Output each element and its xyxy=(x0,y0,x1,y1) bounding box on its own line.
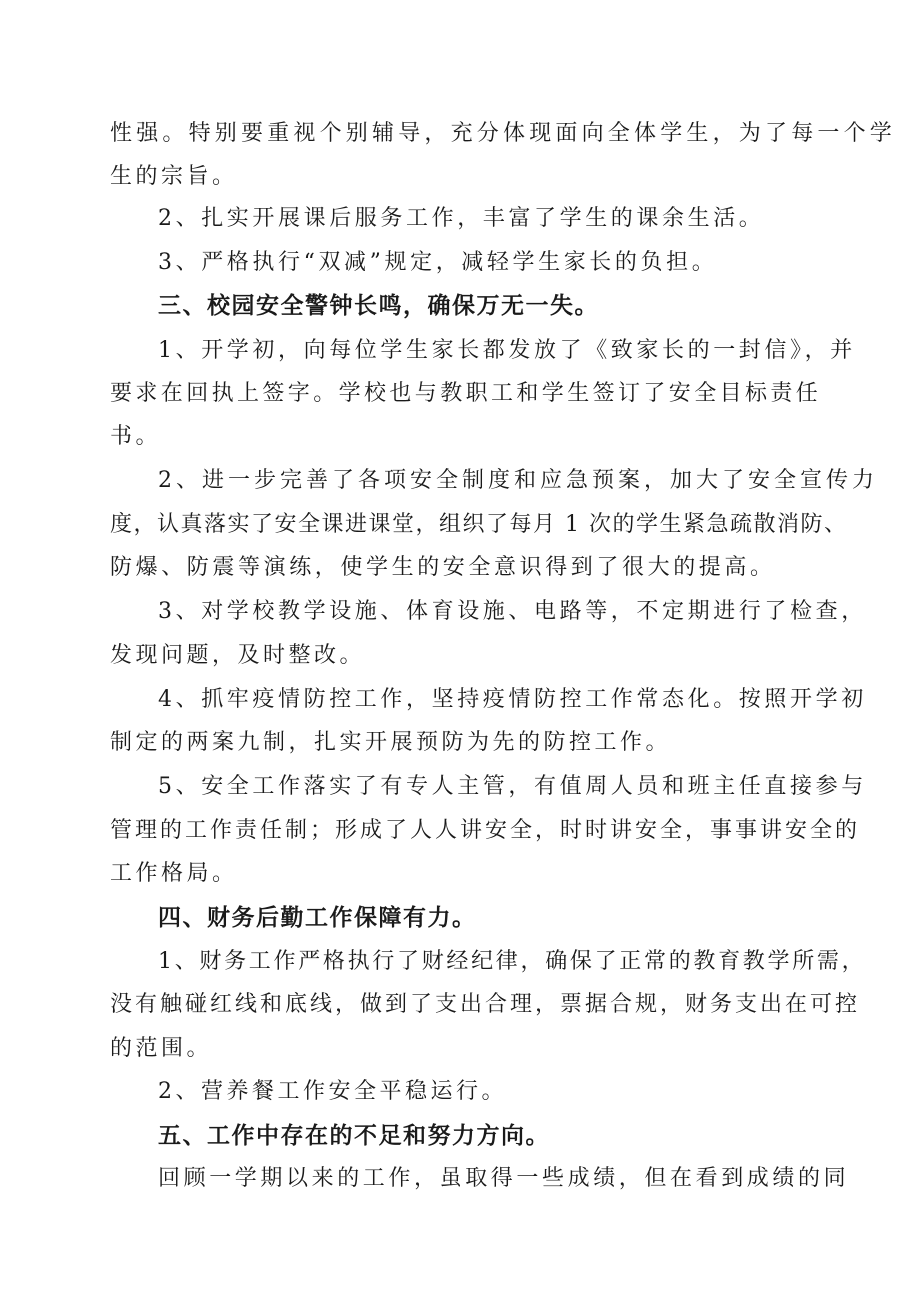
paragraph-line: 制定的两案九制，扎实开展预防为先的防控工作。 xyxy=(110,730,672,755)
paragraph-line: 书。 xyxy=(110,424,162,449)
paragraph-line: 生的宗旨。 xyxy=(110,164,238,189)
paragraph-line: 性强。特别要重视个别辅导，充分体现面向全体学生，为了每一个学 xyxy=(110,121,897,146)
paragraph-line: 1、开学初，向每位学生家长都发放了《致家长的一封信》，并 xyxy=(158,338,856,363)
paragraph-line: 防爆、防震等演练，使学生的安全意识得到了很大的提高。 xyxy=(110,555,776,580)
section-heading-5: 五、工作中存在的不足和努力方向。 xyxy=(158,1123,550,1149)
paragraph-line: 管理的工作责任制；形成了人人讲安全，时时讲安全，事事讲安全的 xyxy=(110,818,861,843)
paragraph-line: 要求在回执上签字。学校也与教职工和学生签订了安全目标责任 xyxy=(110,381,822,406)
section-heading-3: 三、校园安全警钟长鸣，确保万无一失。 xyxy=(158,293,599,319)
paragraph-line: 3、对学校教学设施、体育设施、电路等，不定期进行了检查， xyxy=(158,599,867,624)
paragraph-line: 2、扎实开展课后服务工作，丰富了学生的课余生活。 xyxy=(158,206,765,231)
paragraph-line: 没有触碰红线和底线，做到了支出合理，票据合规，财务支出在可控 xyxy=(110,992,861,1017)
paragraph-line: 4、抓牢疫情防控工作，坚持疫情防控工作常态化。按照开学初 xyxy=(158,687,867,712)
paragraph-line: 的范围。 xyxy=(110,1036,213,1061)
paragraph-line: 1、财务工作严格执行了财经纪律，确保了正常的教育教学所需， xyxy=(158,949,867,974)
paragraph-line: 5、安全工作落实了有专人主管，有值周人员和班主任直接参与 xyxy=(158,774,867,799)
paragraph-line: 工作格局。 xyxy=(110,861,238,886)
section-heading-4: 四、财务后勤工作保障有力。 xyxy=(158,905,477,931)
paragraph-line: 3、严格执行“双减”规定，减轻学生家长的负担。 xyxy=(158,250,718,275)
paragraph-line: 2、进一步完善了各项安全制度和应急预案，加大了安全宣传力 xyxy=(158,468,878,493)
paragraph-line: 度，认真落实了安全课进课堂，组织了每月 1 次的学生紧急疏散消防、 xyxy=(110,512,848,537)
paragraph-line: 发现问题，及时整改。 xyxy=(110,643,366,668)
paragraph-line: 2、营养餐工作安全平稳运行。 xyxy=(158,1079,507,1104)
paragraph-line: 回顾一学期以来的工作，虽取得一些成绩，但在看到成绩的同 xyxy=(158,1166,850,1191)
